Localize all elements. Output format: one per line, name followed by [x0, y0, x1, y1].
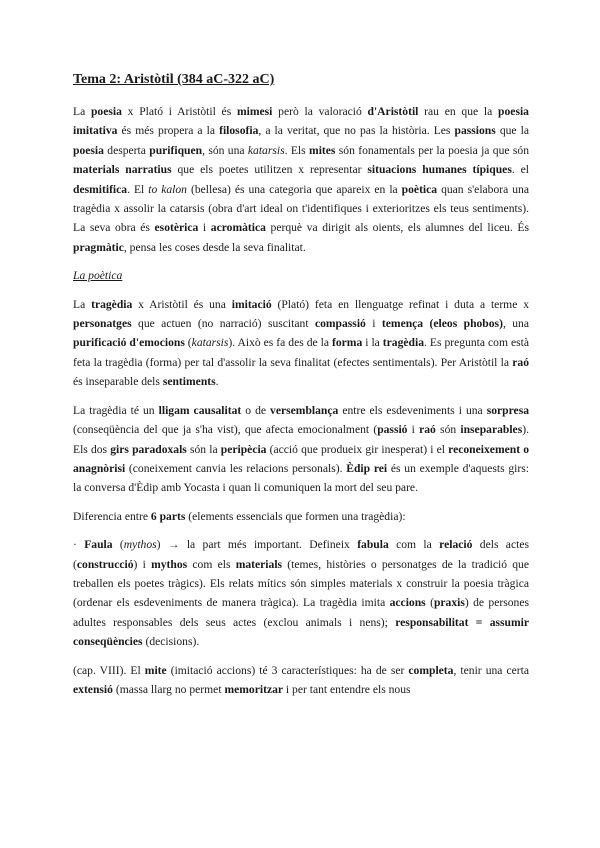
paragraph-mite [73, 661, 529, 700]
text-run: mite [144, 663, 167, 677]
text-run: (decisions). [142, 635, 200, 649]
text-run: · [73, 538, 85, 552]
text-run: (bellesa) és una categoria que apareix en la [186, 182, 402, 196]
text-run: Faula [84, 538, 113, 552]
text-run: poesia [90, 105, 122, 118]
text-run: (conseqüència del que ja s'ha vist), que afecta emocionalment ( [73, 423, 378, 437]
text-run: extensió [73, 682, 113, 696]
text-run: dels actes ( [73, 538, 529, 571]
text-run: forma [332, 336, 363, 350]
text-run: construcció [76, 557, 134, 571]
text-run: imitació [231, 297, 272, 311]
text-run: o de [241, 403, 271, 417]
text-run: inseparables [460, 423, 523, 437]
text-run: que la [495, 124, 529, 138]
text-run: La [73, 297, 92, 311]
text-run: mimesi [236, 105, 273, 118]
text-run: (temes, històries o personatges de la tradició que treballen els poetes tràgics). Els relats mítics són simples materials x construir la poesia tràgica (ordenar els esdeveniments de manera tràgica). La tragèdia imita [73, 557, 529, 610]
text-run: (massa llarg no permet [112, 682, 225, 696]
text-run: purifiquen [149, 143, 203, 157]
text-run: x Plató i Aristòtil és [121, 105, 237, 118]
text-run: (acció que produeix gir inesperat) i el [266, 442, 449, 456]
text-run: ). Els dos [73, 423, 529, 456]
text-run: relació [439, 538, 473, 552]
text-run: temença (eleos phobos) [381, 317, 503, 331]
document-title: Tema 2: Aristòtil (384 aC-322 aC) [73, 72, 275, 87]
text-run: personatges [73, 317, 132, 331]
text-run: com la [388, 538, 440, 552]
paragraph-tragedia [73, 295, 529, 392]
text-run: que actuen (no narració) suscitant [131, 317, 315, 331]
text-run: La tragèdia té un [73, 403, 159, 417]
text-run: situacions humanes típiques [367, 163, 512, 177]
text-run: responsabilitat = assumir conseqüències [73, 615, 529, 649]
text-run: katarsis [191, 336, 229, 350]
text-run: perquè va dirigit als oients, els alumnes del liceu. És [265, 221, 530, 235]
text-run: x Aristòtil és una [132, 297, 232, 311]
text-run: versemblança [270, 403, 339, 417]
text-run: . Els [284, 143, 310, 157]
text-run: mites [309, 143, 336, 157]
text-run: són [435, 423, 461, 437]
text-run: és més propera a la [117, 124, 220, 138]
text-run: i [407, 423, 420, 437]
text-run: girs paradoxals [110, 442, 187, 456]
text-run: filosofia [219, 124, 259, 138]
text-run: rau en que la [418, 105, 499, 118]
text-run: entre els esdeveniments i una [338, 403, 487, 417]
paragraph-parts-intro [73, 507, 529, 526]
text-run: i per tant entendre els nous [283, 682, 411, 696]
text-run: , són una [202, 143, 248, 157]
text-run: praxis [433, 596, 465, 610]
text-run: peripècia [220, 442, 267, 456]
text-run: i [198, 221, 211, 235]
text-run: , a la veritat, que no pas la història. Les [258, 124, 455, 138]
text-run: compassió [314, 317, 366, 331]
text-run: accions [389, 596, 426, 610]
text-run: són fonamentals per la poesia ja que són [335, 143, 529, 157]
text-run: ) i [133, 557, 152, 571]
paragraph-faula [73, 535, 529, 651]
text-run: sorpresa [486, 403, 530, 417]
text-run: ( [184, 336, 192, 350]
paragraph-causalitat [73, 401, 529, 498]
text-run: mythos [123, 538, 157, 552]
text-run: materials narratius [73, 163, 172, 177]
text-run: tragèdia [382, 336, 425, 350]
text-run: poesia [73, 143, 104, 157]
text-run: passió [377, 423, 408, 437]
text-run: (coneixement canvia les relacions personals). [125, 461, 347, 475]
text-run: 6 parts [150, 509, 186, 523]
text-run: memoritzar [224, 682, 284, 696]
text-run: (elements essencials que formen una tragèdia): [185, 509, 406, 523]
text-run: La [73, 105, 91, 118]
text-run: ( [425, 596, 434, 610]
text-run: Èdip rei [346, 461, 388, 475]
text-run: to kalon [148, 182, 187, 196]
text-run: i la [362, 336, 383, 350]
text-run: fabula [357, 538, 389, 552]
text-run: katarsis [247, 143, 285, 157]
text-run: esotèrica [154, 221, 199, 235]
text-run: i [365, 317, 382, 331]
document-page [73, 70, 529, 708]
text-run: poètica [401, 182, 438, 196]
text-run: com els [187, 557, 236, 571]
text-run: (imitació accions) té 3 característiques: ha de ser [166, 663, 409, 677]
text-run: , una [502, 317, 529, 331]
text-run: però la valoració [272, 105, 368, 118]
text-run: és inseparable dels [73, 375, 163, 389]
text-run: raó [512, 355, 529, 369]
text-run: Diferencia entre [73, 509, 151, 523]
text-run: tragèdia [91, 297, 133, 311]
text-run: ( [112, 538, 124, 552]
text-run: d'Aristòtil [367, 105, 419, 118]
text-run: , tenir una certa [453, 663, 529, 677]
text-run: . El [127, 182, 149, 196]
text-run: poesia imitativa [73, 105, 529, 138]
text-run: acromàtica [210, 221, 266, 235]
text-run: ) → la part més important. Defineix [156, 538, 358, 552]
text-run: . [215, 375, 219, 389]
text-run: quan s'elabora una tragèdia x assolir la catarsis (obra d'art ideal on t'identifiques i exterioritzes els teus sentiments). La seva obra és [73, 182, 529, 235]
text-run: són la [186, 442, 221, 456]
text-run: mythos [151, 557, 188, 571]
text-run: completa [408, 663, 454, 677]
paragraph-intro [73, 102, 529, 257]
text-run: és un exemple d'aquests girs: la conversa d'Èdip amb Yocasta i quan li comuniquen la mort del seu pare. [73, 461, 529, 495]
text-run: desmitifica [73, 182, 128, 196]
text-run: que els poetes utilitzen x representar [171, 163, 368, 177]
text-run: purificació d'emocions [73, 336, 185, 350]
text-run: (Plató) feta en llenguatge refinat i duta a terme x [271, 297, 529, 311]
text-run: pragmàtic [73, 240, 124, 254]
text-run: desperta [103, 143, 150, 157]
text-run: sentiments [162, 375, 216, 389]
section-title: La poètica [73, 269, 123, 283]
text-run: . el [511, 163, 529, 177]
text-run: lligam causalitat [158, 403, 242, 417]
text-run: (cap. VIII). El [73, 663, 145, 677]
text-run: materials [235, 557, 283, 571]
text-run: raó [419, 423, 436, 437]
text-run: ). Això es fa des de la [228, 336, 332, 350]
text-run: passions [454, 124, 496, 138]
text-run: reconeixement o anagnòrisi [73, 442, 530, 475]
text-run: . Es pregunta com està feta la tragèdia (forma) per tal d'assolir la seva finalitat (efectes sentimentals). Per Aristòtil la [73, 336, 529, 369]
text-run: ) de persones adultes responsables dels seus actes (exclou animals i nens); [73, 596, 529, 629]
text-run: , pensa les coses desde la seva finalitat. [123, 240, 306, 254]
